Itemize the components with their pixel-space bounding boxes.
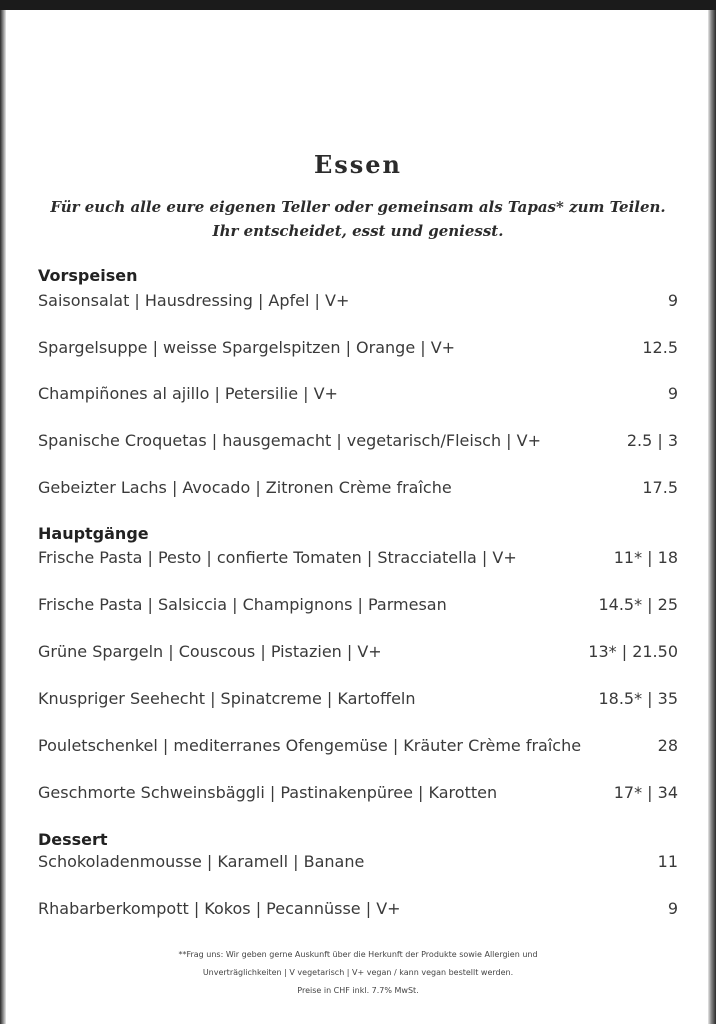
menu-item-price: 9 — [667, 291, 678, 310]
menu-item-price: 17.5 — [642, 478, 678, 497]
menu-item-name: Pouletschenkel | mediterranes Ofengemüse | Kräuter Crème fraîche — [38, 736, 582, 755]
menu-item-price: 2.5 | 3 — [626, 431, 678, 450]
section-heading-vorspeisen: Vorspeisen — [38, 266, 138, 285]
menu-item-name: Frische Pasta | Pesto | confierte Tomaten | Stracciatella | V+ — [38, 548, 517, 567]
menu-item-price: 13* | 21.50 — [588, 642, 678, 661]
menu-subtitle-line-2: Ihr entscheidet, esst und geniesst. — [212, 222, 504, 240]
menu-item-price: 18.5* | 35 — [598, 689, 678, 708]
menu-item-name: Saisonsalat | Hausdressing | Apfel | V+ — [38, 291, 350, 310]
footnote-line-1: **Frag uns: Wir geben gerne Auskunft über die Herkunft der Produkte sowie Allergien und — [178, 950, 538, 959]
menu-item-name: Knuspriger Seehecht | Spinatcreme | Kartoffeln — [38, 689, 416, 708]
menu-item-price: 28 — [657, 736, 678, 755]
menu-title: Essen — [313, 150, 403, 179]
menu-item-name: Spanische Croquetas | hausgemacht | vegetarisch/Fleisch | V+ — [38, 431, 541, 450]
photo-top-border — [0, 0, 716, 10]
menu-item-price: 9 — [667, 899, 678, 918]
menu-item-price: 14.5* | 25 — [598, 595, 678, 614]
menu-item-name: Rhabarberkompott | Kokos | Pecannüsse | V+ — [38, 899, 401, 918]
menu-item-name: Champiñones al ajillo | Petersilie | V+ — [38, 384, 338, 403]
menu-subtitle-line-1: Für euch alle eure eigenen Teller oder gemeinsam als Tapas* zum Teilen. — [50, 198, 666, 216]
menu-item-name: Gebeizter Lachs | Avocado | Zitronen Crème fraîche — [38, 478, 452, 497]
menu-item-price: 12.5 — [642, 338, 678, 357]
menu-item-name: Geschmorte Schweinsbäggli | Pastinakenpüree | Karotten — [38, 783, 498, 802]
menu-item-name: Frische Pasta | Salsiccia | Champignons | Parmesan — [38, 595, 447, 614]
footnote-line-2: Unverträglichkeiten | V vegetarisch | V+ vegan / kann vegan bestellt werden. — [202, 968, 514, 977]
section-heading-hauptgaenge: Hauptgänge — [38, 524, 149, 543]
menu-item-name: Grüne Spargeln | Couscous | Pistazien | V+ — [38, 642, 382, 661]
menu-item-name: Spargelsuppe | weisse Spargelspitzen | Orange | V+ — [38, 338, 456, 357]
menu-item-price: 9 — [667, 384, 678, 403]
menu-item-price: 11 — [657, 852, 678, 871]
footnote-line-3: Preise in CHF inkl. 7.7% MwSt. — [297, 986, 419, 995]
menu-item-price: 11* | 18 — [613, 548, 678, 567]
section-heading-dessert: Dessert — [38, 830, 108, 849]
menu-item-name: Schokoladenmousse | Karamell | Banane — [38, 852, 365, 871]
menu-item-price: 17* | 34 — [613, 783, 678, 802]
